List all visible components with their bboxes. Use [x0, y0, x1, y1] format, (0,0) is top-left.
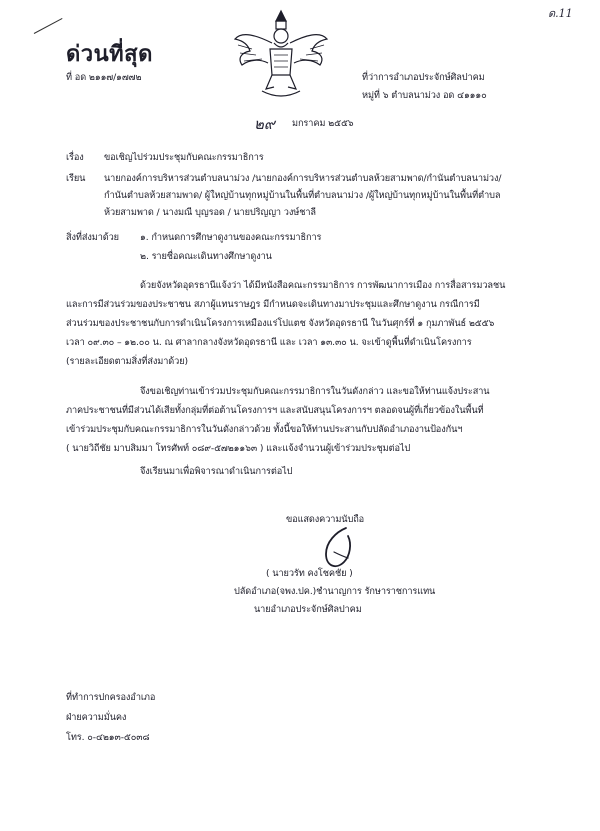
subject-label: เรื่อง	[66, 152, 84, 163]
paragraph-2-line: ภาคประชาชนที่มีส่วนได้เสียทั้งกลุ่มที่ต่อต้านโครงการฯ และสนับสนุนโครงการฯ ตลอดจนผู้ที่เกี่ยวข้องในพื้นที่	[66, 405, 484, 416]
signer-name: ( นายวรัท คงโชคชัย )	[266, 568, 353, 579]
footer-phone: โทร. ๐-๔๒๑๓-๕๐๓๘	[66, 732, 150, 743]
paragraph-2-line: จึงขอเชิญท่านเข้าร่วมประชุมกับคณะกรรมาธิการในวันดังกล่าว และขอให้ท่านแจ้งประสาน	[140, 386, 490, 397]
subject-text: ขอเชิญไปร่วมประชุมกับคณะกรรมาธิการ	[104, 152, 264, 163]
recipient-line: กำนันตำบลห้วยสามพาด/ ผู้ใหญ่บ้านทุกหมู่บ้านในพื้นที่ตำบลนาม่วง /ผู้ใหญ่บ้านทุกหมู่บ้านในพื้นที่ตำบล	[104, 190, 501, 201]
recipient-line: นายกองค์การบริหารส่วนตำบลนาม่วง /นายกองค์การบริหารส่วนตำบลห้วยสามพาด/กำนันตำบลนาม่วง/	[104, 173, 502, 184]
urgency-heading: ด่วนที่สุด	[66, 42, 153, 67]
paragraph-2-line: ( นายวิถีชัย มาบสิมมา โทรศัพท์ ๐๘๙-๕๗๒๑๑๖๓ ) และแจ้งจำนวนผู้เข้าร่วมประชุมต่อไป	[66, 443, 411, 454]
enclosure-item: ๒. รายชื่อคณะเดินทางศึกษาดูงาน	[140, 251, 272, 262]
issuer-address-line-2: หมู่ที่ ๖ ตำบลนาม่วง อด ๔๑๑๑๐	[362, 90, 487, 101]
paragraph-1-line: ด้วยจังหวัดอุดรธานีแจ้งว่า ได้มีหนังสือคณะกรรมาธิการ การพัฒนาการเมือง การสื่อสารมวลชน	[140, 280, 506, 291]
closing-request: จึงเรียนมาเพื่อพิจารณาดำเนินการต่อไป	[140, 466, 293, 477]
signer-position: ปลัดอำเภอ(จพง.ปค.)ชำนาญการ รักษาราชการแทน	[234, 586, 436, 597]
corner-note: ด.11	[548, 7, 573, 20]
recipient-label: เรียน	[66, 173, 86, 184]
document-number: ที่ อด ๒๑๑๗/๑๗๗๒	[66, 72, 142, 83]
footer-division: ฝ่ายความมั่นคง	[66, 712, 127, 723]
paragraph-1-line: ส่วนร่วมของประชาชนกับการดำเนินโครงการเหมืองแร่โปแตช จังหวัดอุดรธานี ในวันศุกร์ที่ ๑ กุมภาพันธ์ ๒๕๕๖	[66, 318, 495, 329]
signer-title: นายอำเภอประจักษ์ศิลปาคม	[254, 604, 362, 615]
salutation: ขอแสดงความนับถือ	[286, 514, 365, 525]
garuda-emblem-icon	[232, 9, 330, 101]
paragraph-2-line: เข้าร่วมประชุมกับคณะกรรมาธิการในวันดังกล่าวด้วย ทั้งนี้ขอให้ท่านประสานกับปลัดอำเภองานป้องกันฯ	[66, 424, 463, 435]
paragraph-1-line: และการมีส่วนร่วมของประชาชน สภาผู้แทนราษฎร มีกำหนดจะเดินทางมาประชุมและศึกษาดูงาน กรณีการมี	[66, 299, 480, 310]
paragraph-1-line: เวลา ๐๙.๓๐ – ๑๒.๐๐ น. ณ ศาลากลางจังหวัดอุดรธานี และ เวลา ๑๓.๓๐ น. จะเข้าดูพื้นที่ดำเนินโครงการ	[66, 337, 472, 348]
enclosure-item: ๑. กำหนดการศึกษาดูงานของคณะกรรมาธิการ	[140, 232, 322, 243]
date-day: ๒๙	[254, 115, 275, 133]
slash-mark	[34, 18, 63, 34]
enclosures-label: สิ่งที่ส่งมาด้วย	[66, 232, 119, 243]
paragraph-1-line: (รายละเอียดตามสิ่งที่ส่งมาด้วย)	[66, 356, 188, 367]
issuer-address-line-1: ที่ว่าการอำเภอประจักษ์ศิลปาคม	[362, 72, 485, 83]
date-month-year: มกราคม ๒๕๕๖	[292, 118, 354, 129]
footer-office: ที่ทำการปกครองอำเภอ	[66, 692, 156, 703]
recipient-line: ห้วยสามพาด / นางมณี บุญรอด / นายปริญญา วงษ์ชาลี	[104, 207, 316, 218]
